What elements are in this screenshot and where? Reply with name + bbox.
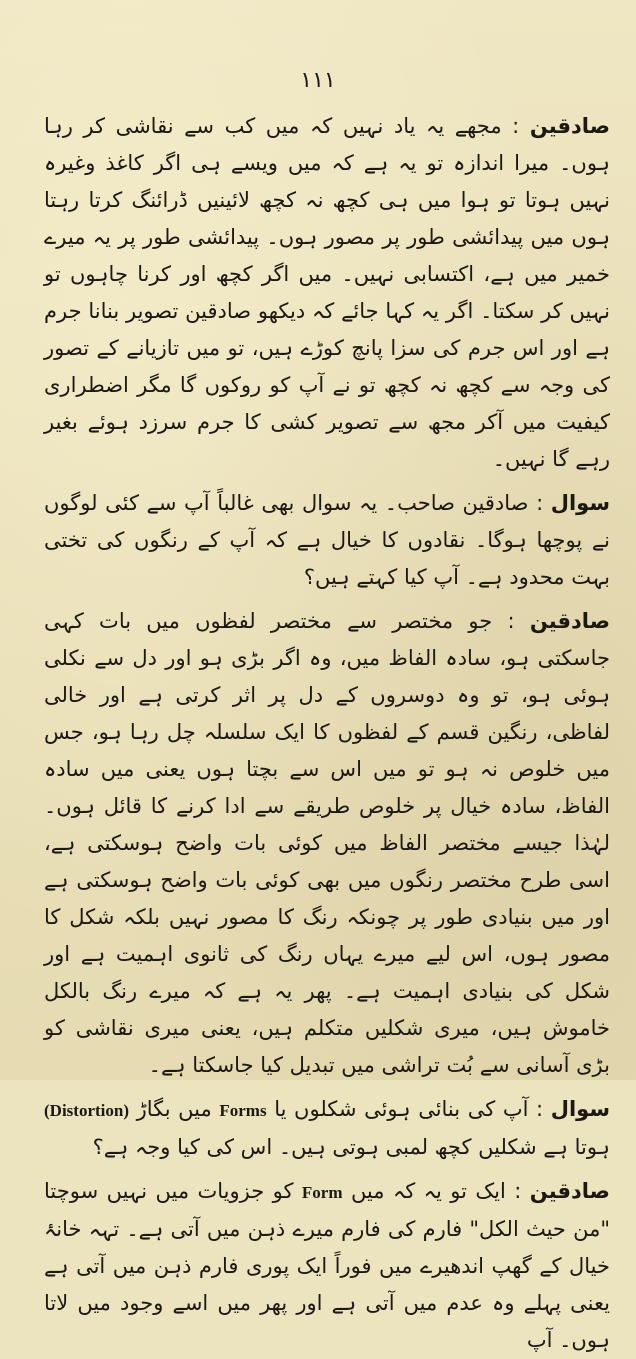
paragraph-text: صادقین صاحب۔ یہ سوال بھی غالباً آپ سے کئی لوگوں نے پوچھا ہوگا۔ نقادوں کا خیال ہے کہ آپ کے رنگوں کی تختی بہت محدود ہے۔ آپ کیا کہتے ہیں؟ [44, 491, 610, 589]
speaker-label: سوال [550, 491, 610, 515]
speaker-label: صادقین [529, 609, 610, 633]
question-paragraph [44, 485, 610, 596]
speaker-label: سوال [550, 1097, 610, 1121]
page-number: ۱۱۱ [300, 68, 336, 93]
speaker-separator: : [528, 1097, 551, 1121]
answer-paragraph [44, 108, 610, 478]
paragraph-text: ایک تو یہ کہ میں [342, 1179, 506, 1203]
speaker-label: صادقین [529, 114, 610, 138]
paragraph-text: مجھے یہ یاد نہیں کہ میں کب سے نقاشی کر رہا ہوں۔ میرا اندازہ تو یہ ہے کہ میں ویسے ہی اگر کاغذ وغیرہ نہیں ہوتا تو ہوا میں ہی کچھ نہ کچھ لائینیں ڈرائنگ کرتا رہتا ہوں میں پیدائشی طور پر مصور ہوں۔ پیدائشی طور پر یہ میرے خمیر میں ہے، اکتسابی نہیں۔ میں اگر کچھ اور کرنا چاہوں تو نہیں کر سکتا۔ اگر یہ کہا جائے کہ دیکھو صادقین تصویر بنانا جرم ہے اور اس جرم کی سزا پانچ کوڑے ہیں، تو میں تازیانے کے تصور کی وجہ سے کچھ نہ کچھ تو نے آپ کو روکوں گا مگر اضطراری کیفیت میں آکر مجھ سے تصویر کشی کا جرم سرزد ہوئے بغیر رہے گا نہیں۔ [44, 114, 610, 471]
paragraph-text: ہوتا ہے شکلیں کچھ لمبی ہوتی ہیں۔ اس کی کیا وجہ ہے؟ [92, 1135, 610, 1159]
speaker-label: صادقین [529, 1179, 610, 1203]
paragraph-text: آپ کی بنائی ہوئی شکلوں یا [266, 1097, 529, 1121]
paragraph-text: کو جزویات میں نہیں سوچتا "من حیث الکل" فارم کی فارم میرے ذہن میں آتی ہے۔ تہہ خانۂ خیال کے گھپ اندھیرے میں فوراً ایک پوری فارم ذہن میں آتی ہے یعنی پہلے وہ عدم میں آتی ہے اور پھر میں اسے وجود میں لاتا ہوں۔ آپ [44, 1179, 610, 1352]
paragraph-text: میں بگاڑ [128, 1097, 220, 1121]
english-term: Forms [219, 1101, 267, 1120]
question-paragraph [44, 1091, 610, 1166]
interview-text [44, 108, 610, 1359]
english-term: Form [301, 1183, 343, 1202]
answer-paragraph [44, 1173, 610, 1359]
english-term: (Distortion) [44, 1101, 129, 1120]
speaker-separator: : [492, 609, 530, 633]
paragraph-text: جو مختصر سے مختصر لفظوں میں بات کہی جاسکتی ہو، سادہ الفاظ میں، وہ اگر بڑی ہو اور دل سے نکلی ہوئی ہو، تو وہ دوسروں کے دل پر اثر کرتی ہے اور خالی لفاظی، رنگین قسم کے لفظوں کا ایک سلسلہ چل رہا ہو، جس میں خلوص نہ ہو تو میں اس سے بچتا ہوں یعنی میں سادہ الفاظ، سادہ خیال پر خلوص طریقے سے ادا کرنے کا قائل ہوں۔ لہٰذا جیسے مختصر الفاظ میں کوئی بات واضح ہوسکتی ہے، اسی طرح مختصر رنگوں میں بھی کوئی بات واضح ہوسکتی ہے اور میں بنیادی طور پر چونکہ رنگ کا مصور نہیں بلکہ شکل کا مصور ہوں، اس لیے میرے یہاں رنگ کی ثانوی اہمیت ہے اور شکل کی بنیادی اہمیت ہے۔ پھر یہ ہے کہ میرے رنگ بالکل خاموش ہیں، میری شکلیں متکلم ہیں، یعنی میری نقاشی کو بڑی آسانی سے بُت تراشی میں تبدیل کیا جاسکتا ہے۔ [44, 609, 610, 1077]
speaker-separator: : [501, 114, 530, 138]
speaker-separator: : [528, 491, 551, 515]
answer-paragraph [44, 603, 610, 1084]
speaker-separator: : [505, 1179, 530, 1203]
